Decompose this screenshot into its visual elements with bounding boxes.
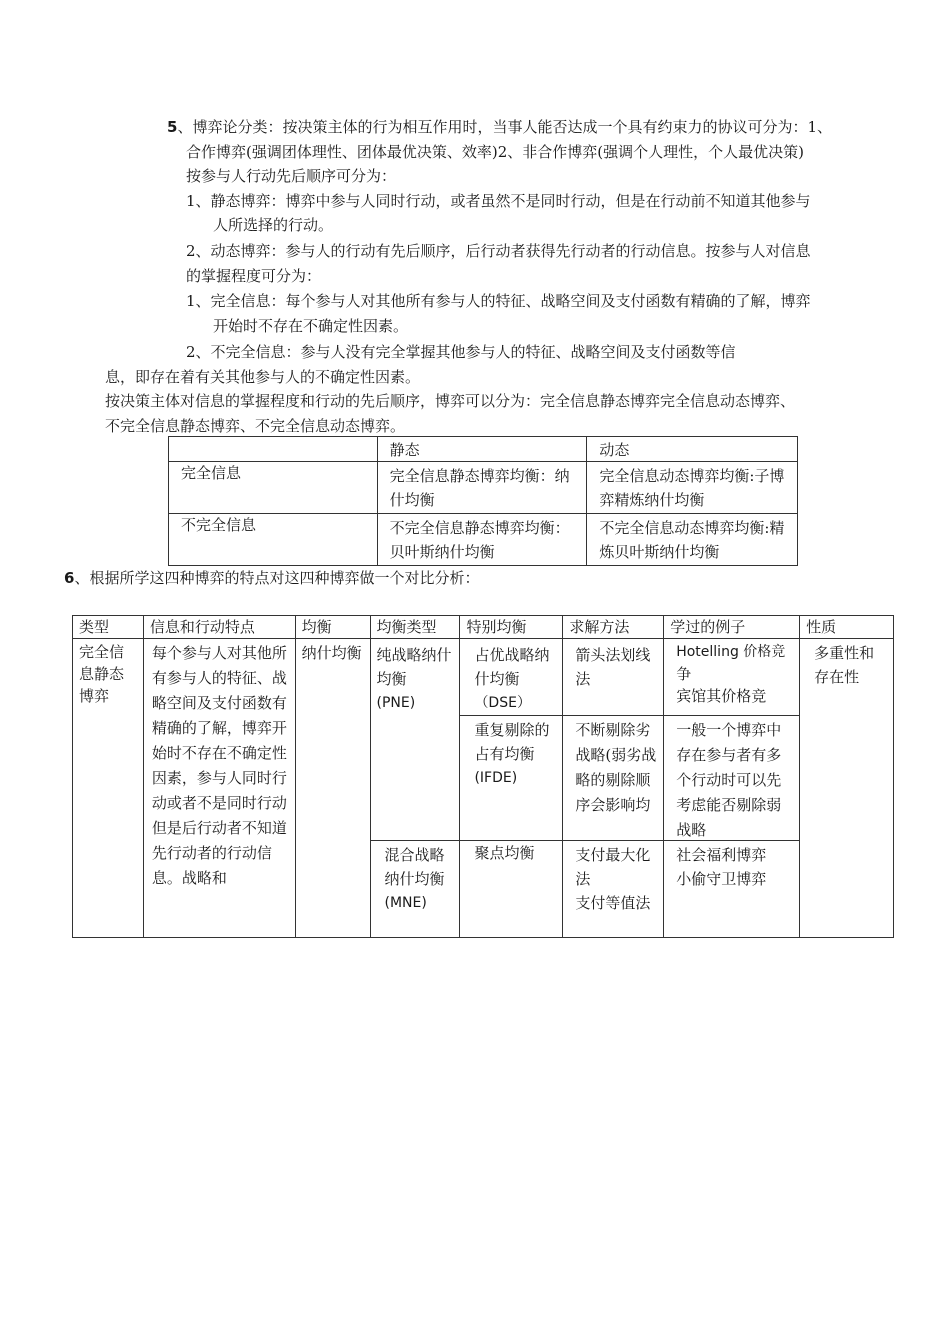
dse-cell [460, 639, 563, 716]
table-cell: 不完全信息静态博弈均衡：贝叶斯纳什均衡 [377, 514, 587, 566]
section6-text: 、根据所学这四种博弈的特点对这四种博弈做一个对比分析： [74, 569, 480, 587]
example-cell [664, 841, 800, 938]
features-cell [143, 639, 295, 938]
text-line: 1、完全信息：每个参与人对其他所有参与人的特征、战略空间及支付函数有精确的了解，博弈 [186, 292, 811, 310]
method-cell [563, 841, 664, 938]
equilibrium-text: 纳什均衡 [301, 644, 362, 662]
equilibrium-cell [295, 639, 370, 938]
dse-abbr: （DSE） [474, 695, 531, 711]
header-type: 类型 [73, 616, 144, 639]
property-text: 多重性和存在性 [814, 644, 875, 686]
method-cell [563, 639, 664, 716]
text-line: 2、不完全信息：参与人没有完全掌握其他参与人的特征、战略空间及支付函数等信 [186, 343, 736, 361]
type-cell [73, 639, 144, 938]
text-line: 息，即存在着有关其他参与人的不确定性因素。 [105, 368, 421, 386]
game-types-table [168, 436, 798, 566]
header-special-equilibrium: 特别均衡 [460, 616, 563, 639]
table-row [169, 514, 798, 566]
table-cell: 完全信息动态博弈均衡:子博弈精炼纳什均衡 [587, 462, 798, 514]
example-cell [664, 639, 800, 716]
method-text: 不断剔除劣战略(弱劣战略的剔除顺序会影响均 [575, 721, 657, 814]
example-line: 小偷守卫博弈 [676, 870, 767, 888]
table-header-row [169, 437, 798, 462]
comparison-table [72, 615, 894, 938]
table-header-row [73, 616, 894, 639]
table-header-cell: 动态 [587, 437, 798, 462]
example-cell [664, 716, 800, 841]
ifde-abbr: (IFDE) [474, 770, 518, 786]
header-property: 性质 [800, 616, 894, 639]
example-line: Hotelling 价格竞 [676, 644, 786, 660]
header-features: 信息和行动特点 [143, 616, 295, 639]
text-line: 的掌握程度可分为： [186, 267, 322, 285]
table-cell: 不完全信息动态博弈均衡:精炼贝叶斯纳什均衡 [587, 514, 798, 566]
table-cell: 完全信息静态博弈均衡：纳什均衡 [377, 462, 587, 514]
header-equilibrium-type: 均衡类型 [370, 616, 460, 639]
row-label: 完全信息 [169, 462, 378, 514]
dse-label: 占优战略纳什均衡 [474, 646, 550, 688]
text-line: 按参与人行动先后顺序可分为： [186, 167, 397, 185]
section5-number: 5 [167, 118, 178, 136]
text-line: 人所选择的行动。 [213, 216, 334, 234]
section6-number: 6 [64, 569, 75, 587]
ifde-cell [460, 716, 563, 841]
pne-abbr: (PNE) [376, 695, 416, 711]
table-header-cell: 静态 [377, 437, 587, 462]
example-text: 一般一个博弈中存在参与者有多个行动时可以先考虑能否剔除弱战略 [676, 721, 782, 839]
mne-label: 混合战略纳什均衡 [384, 846, 445, 888]
table-row [169, 462, 798, 514]
text-line: 开始时不存在不确定性因素。 [213, 317, 409, 335]
type-text: 完全信息静态博弈 [79, 643, 125, 705]
method-text: 箭头法划线法 [575, 646, 651, 688]
table-header-cell [169, 437, 378, 462]
ifde-label: 重复剔除的占有均衡 [474, 721, 550, 763]
focal-cell [460, 841, 563, 938]
section5-line1 [167, 117, 832, 137]
mne-cell [370, 841, 460, 938]
example-line: 宾馆其价格竞 [676, 687, 767, 705]
method-line: 支付等值法 [575, 894, 651, 912]
property-cell [800, 639, 894, 938]
header-solution-method: 求解方法 [563, 616, 664, 639]
text-line: 按决策主体对信息的掌握程度和行动的先后顺序，博弈可以分为：完全信息静态博弈完全信息动态博弈、 [105, 392, 796, 410]
pne-cell [370, 639, 460, 841]
text-line: 合作博弈(强调团体理性、团体最优决策、效率)2、非合作博弈(强调个人理性，个人最优决策) [186, 143, 804, 161]
text-line: 2、动态博弈：参与人的行动有先后顺序，后行动者获得先行动者的行动信息。按参与人对信息 [186, 242, 811, 260]
example-line: 争 [676, 665, 692, 683]
header-equilibrium: 均衡 [295, 616, 370, 639]
section6-heading [64, 568, 479, 588]
text-line: 不完全信息静态博弈、不完全信息动态博弈。 [105, 417, 406, 435]
example-line: 社会福利博弈 [676, 846, 767, 864]
mne-abbr: (MNE) [384, 895, 427, 911]
header-examples: 学过的例子 [664, 616, 800, 639]
method-cell [563, 716, 664, 841]
text-line: 1、静态博弈：博弈中参与人同时行动，或者虽然不是同时行动，但是在行动前不知道其他参与 [186, 192, 811, 210]
table-row [73, 639, 894, 716]
features-text: 每个参与人对其他所有参与人的特征、战略空间及支付函数有精确的了解，博弈开始时不存在不确定性因素，参与人同时行动或者不是同时行动但是后行动者不知道先行动者的行动信息。战略和 [151, 644, 287, 887]
focal-text: 聚点均衡 [474, 844, 535, 862]
row-label: 不完全信息 [169, 514, 378, 566]
section5-text: 、博弈论分类：按决策主体的行为相互作用时，当事人能否达成一个具有约束力的协议可分为：1、 [177, 118, 832, 136]
pne-label: 纯战略纳什均衡 [376, 646, 452, 688]
method-line: 支付最大化法 [575, 846, 651, 888]
